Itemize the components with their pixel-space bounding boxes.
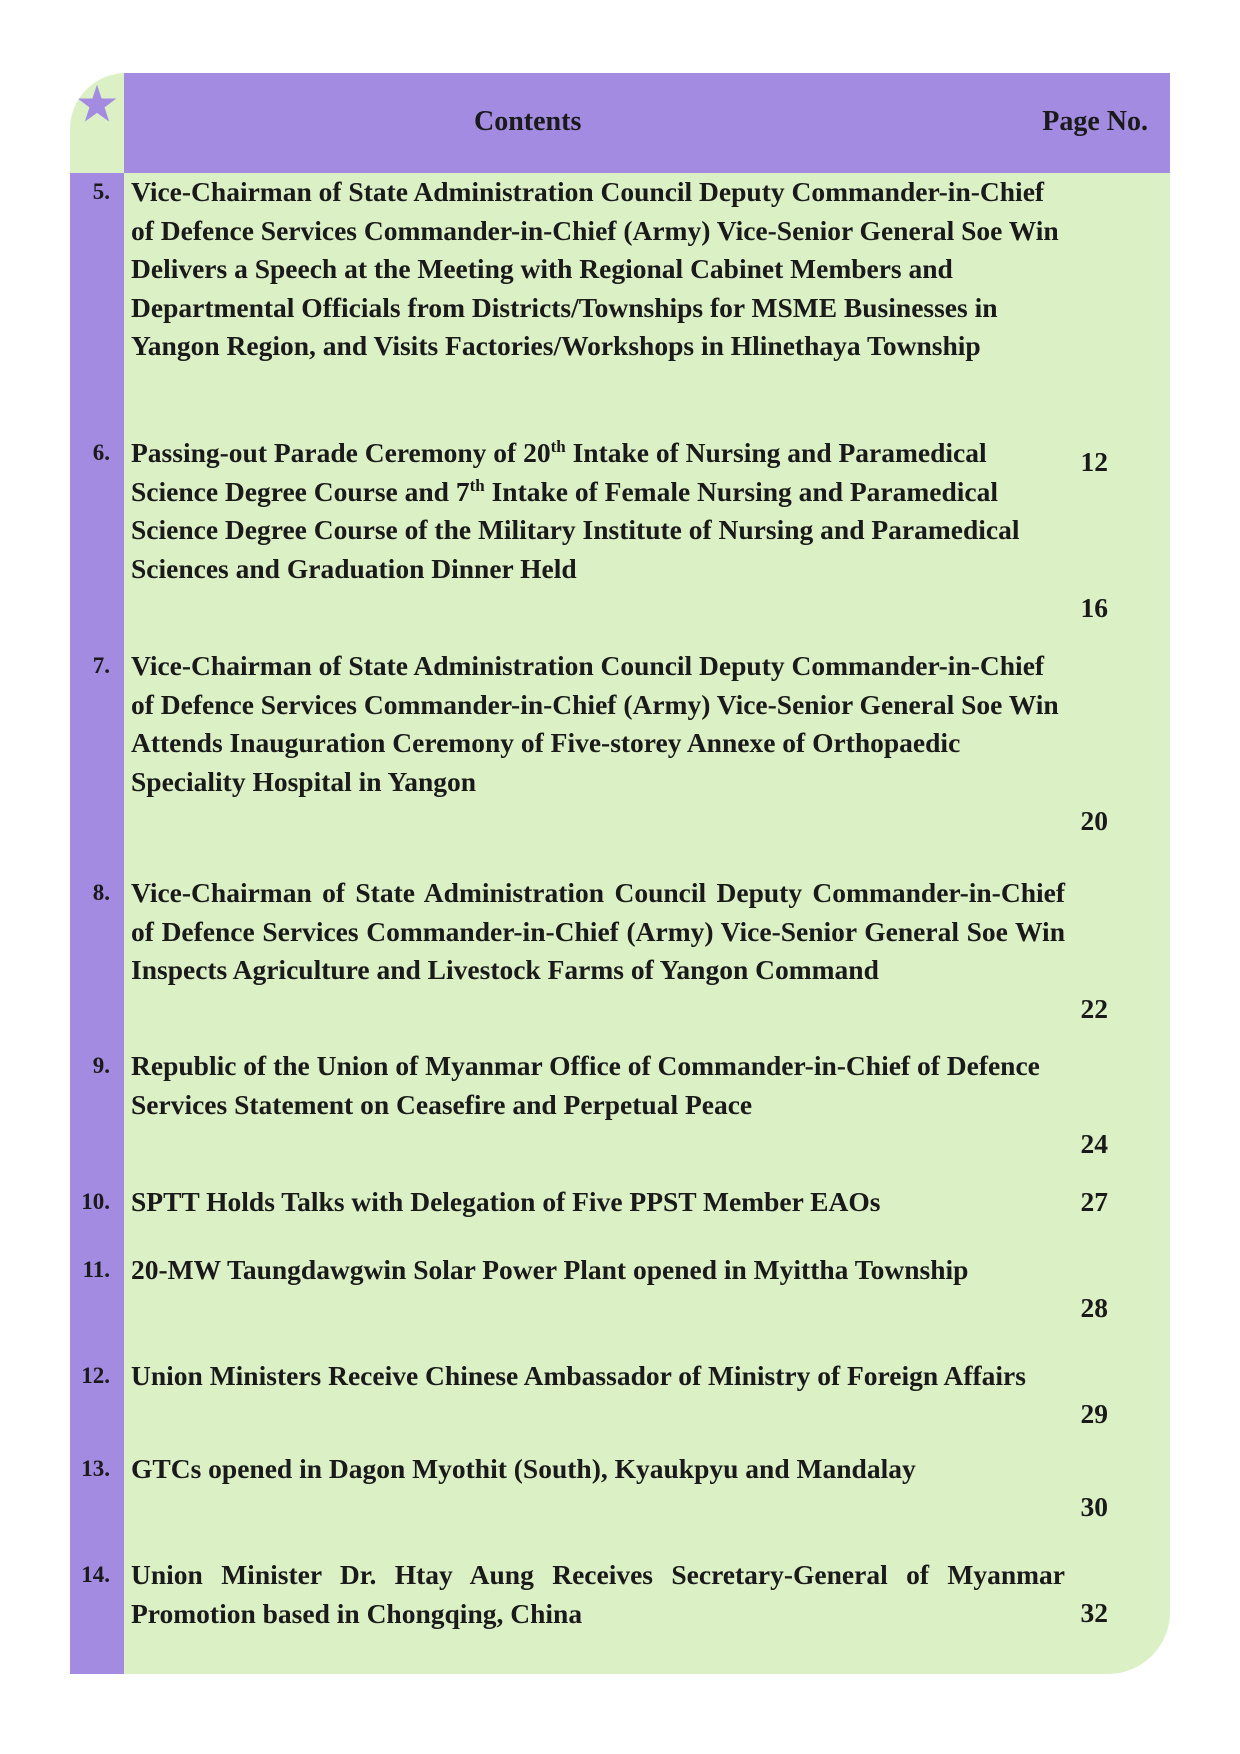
entry-number: 7. xyxy=(92,653,110,678)
entry-title: Vice-Chairman of State Administration Council Deputy Commander-in-Chief of Defence Services Commander-in-Chief (Army) Vice-Senior General Soe Win Attends Inauguration Ceremony of Five-storey Annexe of Orthopaedic Speciality Hospital in Yangon xyxy=(131,650,1059,797)
entry-page-number: 22 xyxy=(1080,993,1108,1024)
contents-page xyxy=(70,73,1170,1674)
contents-heading: Contents xyxy=(474,106,582,137)
entry-number: 11. xyxy=(82,1257,110,1282)
entry-number: 9. xyxy=(92,1053,110,1078)
entry-title: Union Ministers Receive Chinese Ambassador of Ministry of Foreign Affairs xyxy=(131,1360,1026,1391)
toc-list xyxy=(70,73,1170,1674)
entry-page-number: 27 xyxy=(1080,1186,1108,1217)
entry-page-number: 29 xyxy=(1080,1398,1108,1429)
entry-number: 13. xyxy=(81,1456,110,1481)
entry-title: Vice-Chairman of State Administration Council Deputy Commander-in-Chief of Defence Services Commander-in-Chief (Army) Vice-Senior General Soe Win Inspects Agriculture and Livestock Farms of Yangon Command xyxy=(131,877,1065,986)
entry-number: 6. xyxy=(92,440,110,465)
entry-number: 5. xyxy=(92,179,110,204)
entry-title: Republic of the Union of Myanmar Office of Commander-in-Chief of Defence Services Statement on Ceasefire and Perpetual Peace xyxy=(131,1050,1040,1120)
entry-page-number: 30 xyxy=(1080,1491,1108,1522)
entry-number: 12. xyxy=(81,1363,110,1388)
entry-page-number: 20 xyxy=(1080,805,1108,836)
entry-page-number: 32 xyxy=(1080,1597,1108,1628)
entry-title: 20-MW Taungdawgwin Solar Power Plant opened in Myittha Township xyxy=(131,1254,969,1285)
entry-number: 8. xyxy=(92,880,110,905)
entry-title: Passing-out Parade Ceremony of 20th Intake of Nursing and Paramedical Science Degree Course and 7th Intake of Female Nursing and Paramedical Science Degree Course of the Military Institute of Nursing and Paramedical Sciences and Graduation Dinner Held xyxy=(131,436,1020,584)
entry-title: Union Minister Dr. Htay Aung Receives Secretary-General of Myanmar Promotion based in Chongqing, China xyxy=(131,1559,1065,1629)
entry-title: SPTT Holds Talks with Delegation of Five PPST Member EAOs xyxy=(131,1186,881,1217)
entry-number: 10. xyxy=(81,1189,110,1214)
entry-page-number: 28 xyxy=(1080,1292,1108,1323)
entry-title: GTCs opened in Dagon Myothit (South), Kyaukpyu and Mandalay xyxy=(131,1453,916,1484)
entry-page-number: 16 xyxy=(1080,592,1108,623)
entry-page-number: 12 xyxy=(1080,446,1108,477)
entry-title: Vice-Chairman of State Administration Council Deputy Commander-in-Chief of Defence Services Commander-in-Chief (Army) Vice-Senior General Soe Win Delivers a Speech at the Meeting with Regional Cabinet Members and Departmental Officials from Districts/Townships for MSME Businesses in Yangon Region, and Visits Factories/Workshops in Hlinethaya Township xyxy=(131,176,1059,362)
entry-number: 14. xyxy=(81,1562,110,1587)
page-number-heading: Page No. xyxy=(1042,106,1148,137)
entry-page-number: 24 xyxy=(1080,1128,1108,1159)
